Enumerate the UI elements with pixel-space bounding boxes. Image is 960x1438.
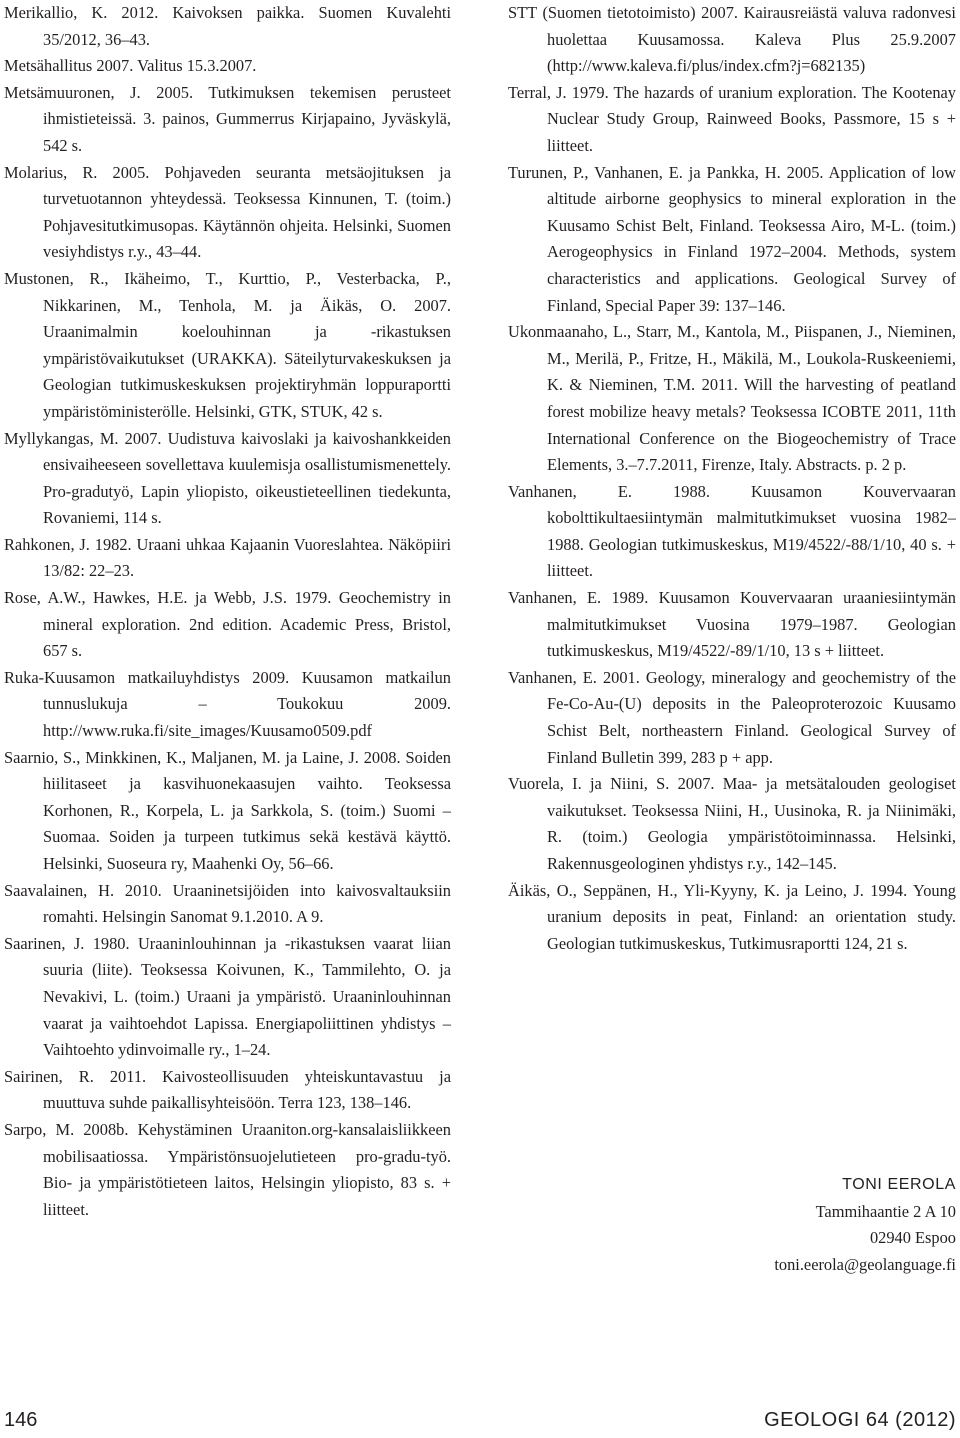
reference-entry: Saarnio, S., Minkkinen, K., Maljanen, M. ja Laine, J. 2008. Soiden hiilitaseet ja kasvihuonekaasujen vaihto. Teoksessa Korhonen, R., Korpela, L. ja Sarkkola, S. (toim.) Suomi – Suomaa. Soiden ja turpeen tutkimus sekä kestävä käyttö. Helsinki, Suoseura ry, Maahenki Oy, 56–66. [4, 747, 451, 873]
reference-entry: Saarinen, J. 1980. Uraaninlouhinnan ja -rikastuksen vaarat liian suuria (liite). Teoksessa Koivunen, K., Tammilehto, O. ja Nevakivi, L. (toim.) Uraani ja ympäristö. Uraaninlouhinnan vaarat ja vaihtoehdot Lapissa. Energiapoliittinen yhdistys – Vaihtoehto ydinvoimalle ry., 1–24. [4, 933, 451, 1060]
reference-entry: Vuorela, I. ja Niini, S. 2007. Maa- ja metsätalouden geologiset vaikutukset. Teoksessa Niini, H., Uusinoka, R. ja Niinimäki, R. (toim.) Geologia ympäristötoiminnassa. Helsinki, Rakennusgeologinen yhdistys r.y., 142–145. [508, 774, 956, 873]
reference-entry: Äikäs, O., Seppänen, H., Yli-Kyyny, K. ja Leino, J. 1994. Young uranium deposits in peat, Finland: an orientation study. Geologian tutkimuskeskus, Tutkimusraportti 124, 21 s. [508, 880, 956, 953]
reference-entry: Rahkonen, J. 1982. Uraani uhkaa Kajaanin Vuoreslahtea. Näköpiiri 13/82: 22–23. [4, 534, 451, 581]
references-column-right [508, 0, 956, 957]
reference-entry: Ruka-Kuusamon matkailuyhdistys 2009. Kuusamon matkailun tunnuslukuja – Toukokuu 2009. http://www.ruka.fi/site_images/Kuusamo0509.pdf [4, 667, 451, 741]
author-address-block [774, 1172, 956, 1278]
reference-entry: Rose, A.W., Hawkes, H.E. ja Webb, J.S. 1979. Geochemistry in mineral exploration. 2nd edition. Academic Press, Bristol, 657 s. [4, 588, 451, 661]
reference-entry: Myllykangas, M. 2007. Uudistuva kaivoslaki ja kaivoshankkeiden ensivaiheeseen sovellettava kuulemisja osallistumismenettely. Pro-gradutyö, Lapin yliopisto, oikeustieteellinen tiedekunta, Rovaniemi, 114 s. [4, 428, 451, 528]
author-city: 02940 Espoo [869, 1228, 956, 1248]
reference-entry: Vanhanen, E. 2001. Geology, mineralogy and geochemistry of the Fe-Co-Au-(U) deposits in the Paleoproterozoic Kuusamo Schist Belt, northeastern Finland. Geological Survey of Finland Bulletin 399, 283 p + app. [508, 667, 956, 767]
reference-entry: Merikallio, K. 2012. Kaivoksen paikka. Suomen Kuvalehti 35/2012, 36–43. [4, 3, 451, 49]
author-street: Tammihaantie 2 A 10 [815, 1201, 956, 1221]
reference-entry: STT (Suomen tietotoimisto) 2007. Kairausreiästä valuva radonvesi huolettaa Kuusamossa. Kaleva Plus 25.9.2007 (http://www.kaleva.fi/plus/index.cfm?j=682135) [508, 3, 956, 76]
reference-entry: Sairinen, R. 2011. Kaivosteollisuuden yhteiskuntavastuu ja muuttuva suhde paikallisyhteisöön. Terra 123, 138–146. [4, 1066, 451, 1113]
reference-entry: Vanhanen, E. 1989. Kuusamon Kouvervaaran uraaniesiintymän malmitutkimukset Vuosina 1979–1987. Geologian tutkimuskeskus, M19/4522/-89/1/10, 13 s + liitteet. [508, 588, 956, 661]
reference-entry: Turunen, P., Vanhanen, E. ja Pankka, H. 2005. Application of low altitude airborne geophysics to mineral exploration in the Kuusamo Schist Belt, Finland. Teoksessa Airo, M-L. (toim.) Aerogeophysics in Finland 1972–2004. Methods, system characteristics and applications. Geological Survey of Finland, Special Paper 39: 137–146. [508, 162, 956, 315]
reference-entry: Vanhanen, E. 1988. Kuusamon Kouvervaaran kobolttikultaesiintymän malmitutkimukset vuosina 1982–1988. Geologian tutkimuskeskus, M19/4522/-88/1/10, 40 s. + liitteet. [508, 481, 956, 581]
page-number: 146 [4, 1409, 38, 1431]
reference-entry: Sarpo, M. 2008b. Kehystäminen Uraaniton.org-kansalaisliikkeen mobilisaatiossa. Ympäristönsuojelutieteen pro-gradu-työ. Bio- ja ympäristötieteen laitos, Helsingin yliopisto, 83 s. + liitteet. [4, 1119, 451, 1219]
reference-entry: Metsämuuronen, J. 2005. Tutkimuksen tekemisen perusteet ihmistieteissä. 3. painos, Gummerrus Kirjapaino, Jyväskylä, 542 s. [4, 82, 451, 155]
reference-entry: Molarius, R. 2005. Pohjaveden seuranta metsäojituksen ja turvetuotannon yhteydessä. Teoksessa Kinnunen, T. (toim.) Pohjavesitutkimusopas. Käytännön ohjeita. Helsinki, Suomen vesiyhdistys r.y., 43–44. [4, 162, 451, 262]
reference-entry: Mustonen, R., Ikäheimo, T., Kurttio, P., Vesterbacka, P., Nikkarinen, M., Tenhola, M. ja Äikäs, O. 2007. Uraanimalmin koelouhinnan ja -rikastuksen ympäristövaikutukset (URAKKA). Säteilyturvakeskuksen ja Geologian tutkimuskeskuksen projektiryhmän loppuraportti ympäristöministerölle. Helsinki, GTK, STUK, 42 s. [4, 268, 451, 421]
author-name: TONI EEROLA [842, 1176, 956, 1193]
reference-entry: Metsähallitus 2007. Valitus 15.3.2007. [4, 56, 257, 76]
references-column-left [4, 0, 451, 1223]
reference-entry: Ukonmaanaho, L., Starr, M., Kantola, M., Piispanen, J., Nieminen, M., Merilä, P., Fritze, H., Mäkilä, M., Loukola-Ruskeeniemi, K. & Nieminen, T.M. 2011. Will the harvesting of peatland forest mobilize heavy metals? Teoksessa ICOBTE 2011, 11th International Conference on the Biogeochemistry of Trace Elements, 3.–7.7.2011, Firenze, Italy. Abstracts. p. 2 p. [508, 322, 956, 475]
author-email: toni.eerola@geolanguage.fi [774, 1254, 956, 1274]
journal-name: GEOLOGI 64 (2012) [764, 1409, 956, 1431]
reference-entry: Saavalainen, H. 2010. Uraaninetsijöiden into kaivosvaltauksiin romahti. Helsingin Sanomat 9.1.2010. A 9. [4, 880, 451, 927]
reference-entry: Terral, J. 1979. The hazards of uranium exploration. The Kootenay Nuclear Study Group, Rainweed Books, Passmore, 15 s + liitteet. [508, 82, 956, 155]
